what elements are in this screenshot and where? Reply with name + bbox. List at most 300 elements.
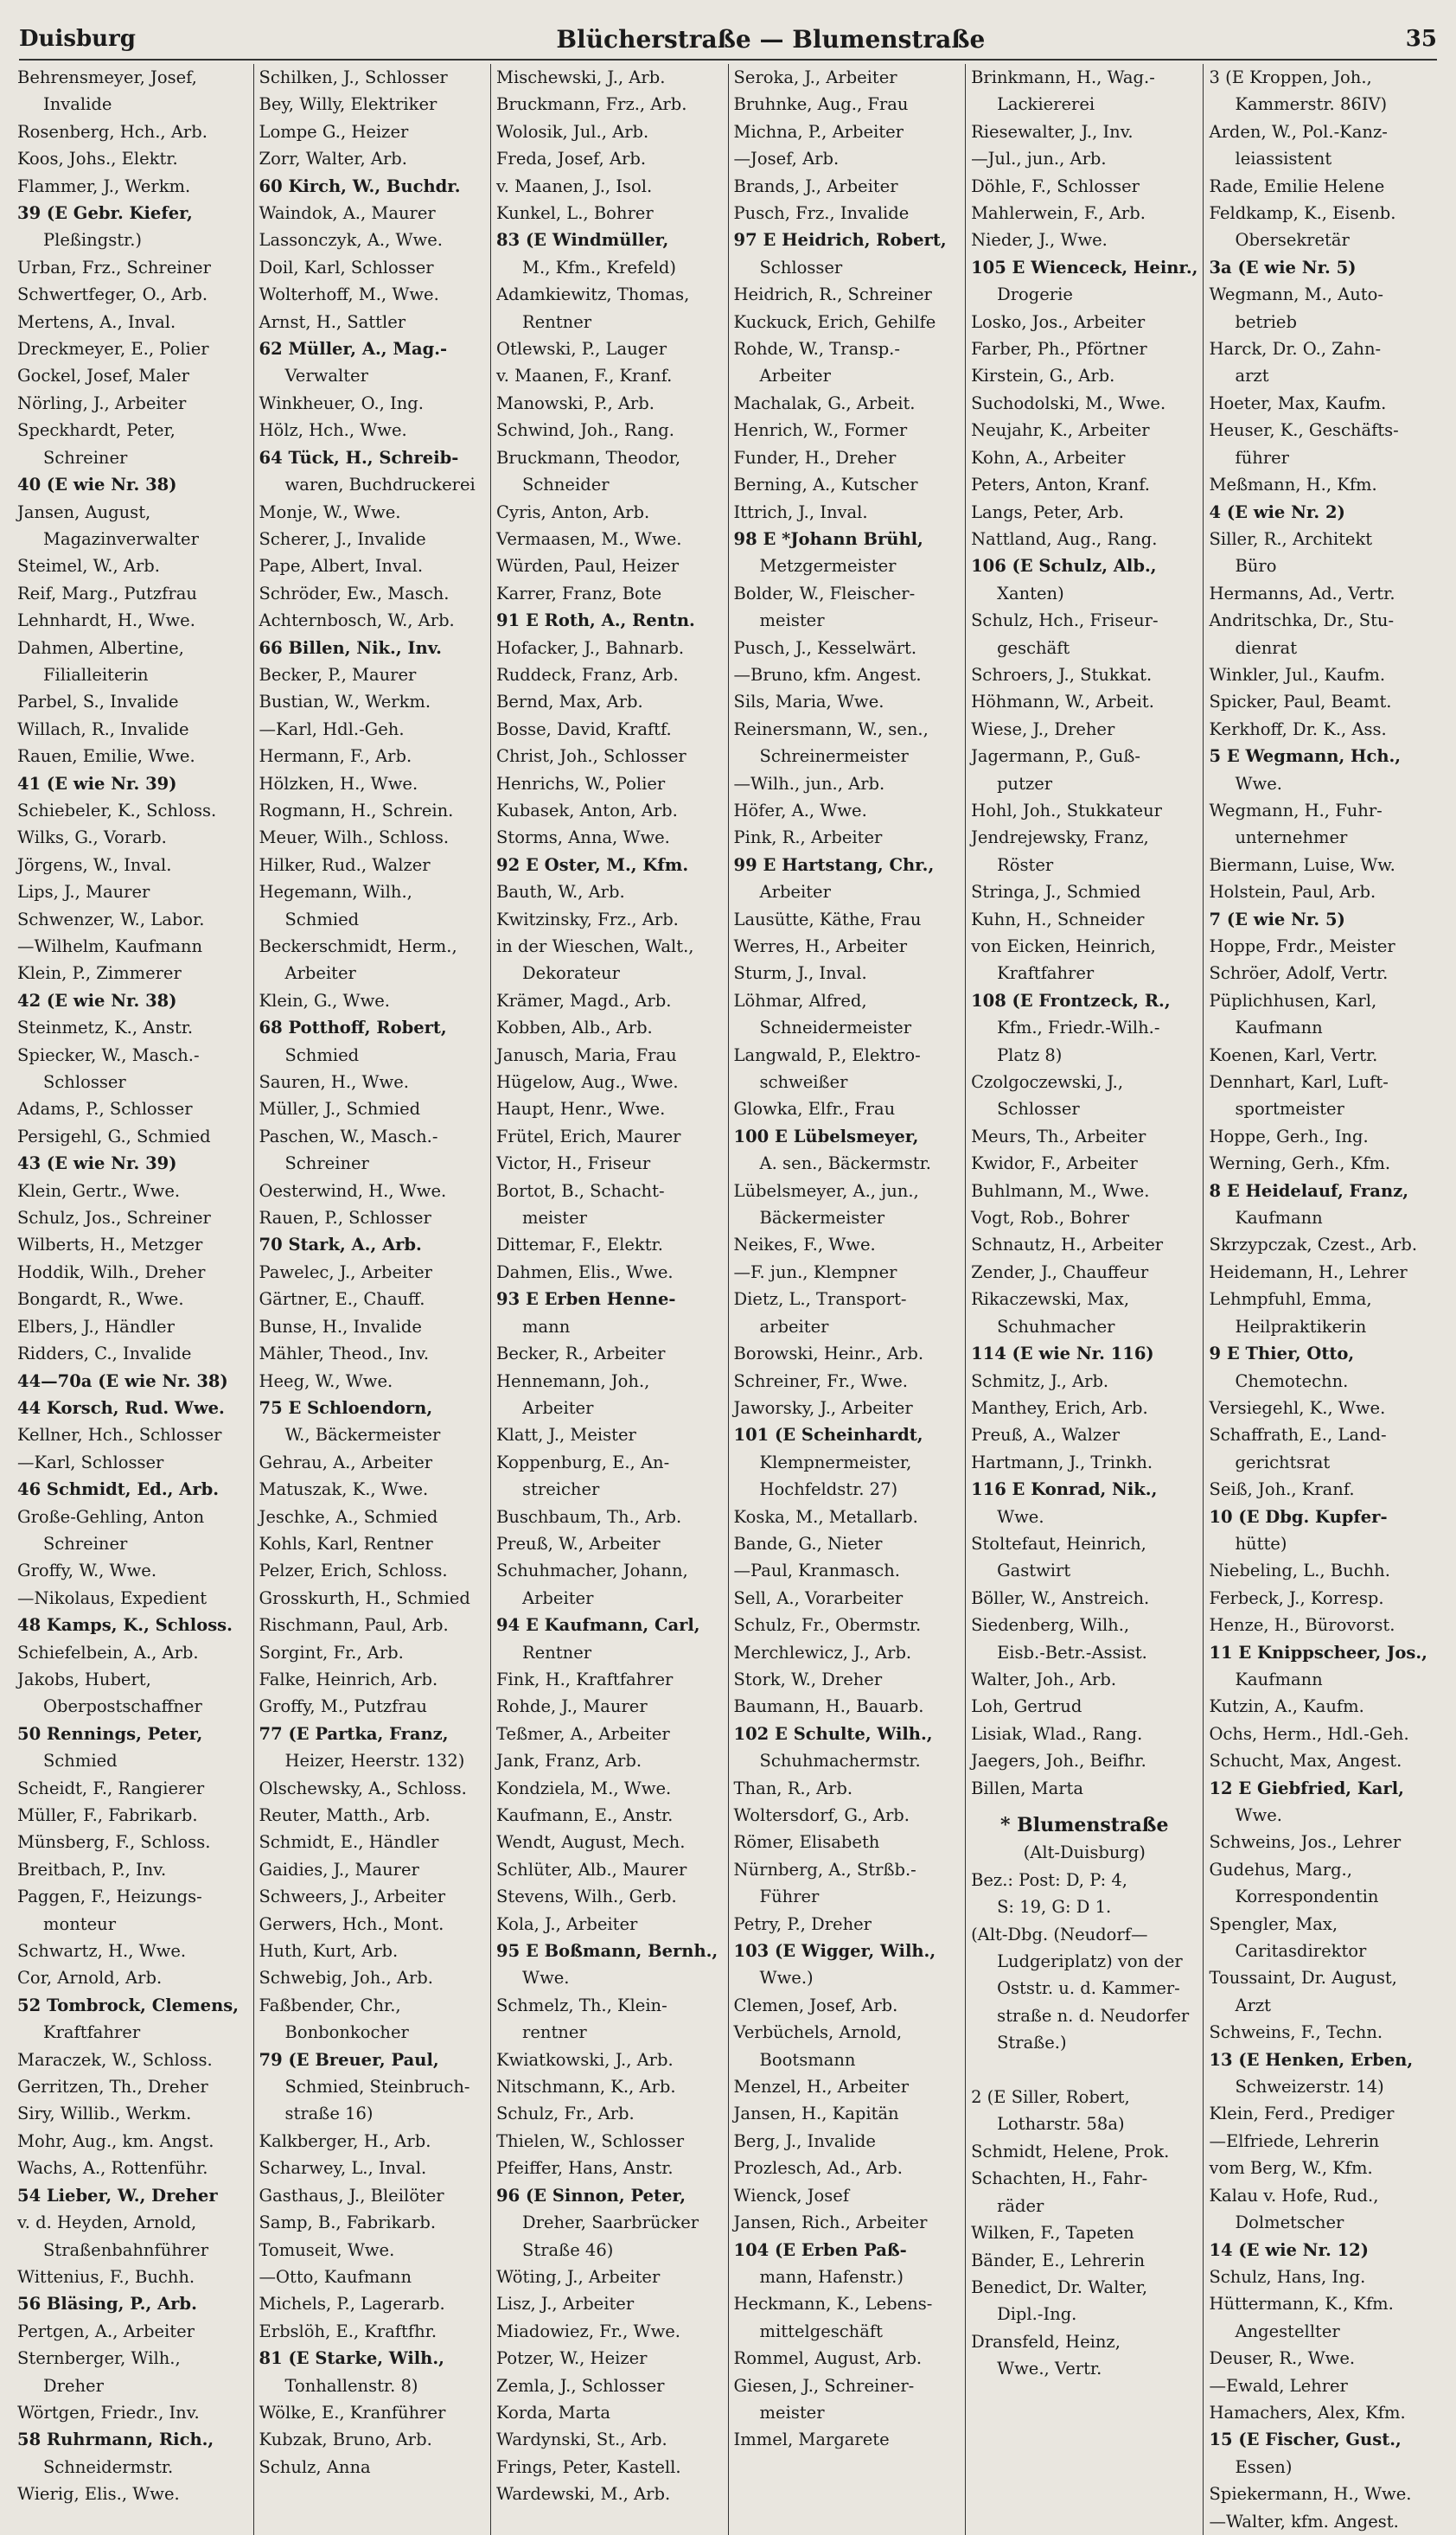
- directory-entry: Kondziela, M., Wwe.: [496, 1778, 672, 1798]
- directory-entry: Schreinermeister: [759, 746, 909, 767]
- directory-entry: Spiekermann, H., Wwe.: [1209, 2484, 1412, 2505]
- directory-entry: 7 (E wie Nr. 5): [1209, 909, 1345, 929]
- directory-entry: Neikes, F., Wwe.: [733, 1235, 876, 1255]
- directory-entry: 83 (E Windmüller,: [496, 230, 669, 251]
- directory-entry: Buschbaum, Th., Arb.: [496, 1506, 682, 1527]
- directory-entry: 60 Kirch, W., Buchdr.: [259, 176, 461, 196]
- directory-entry: Matuszak, K., Wwe.: [259, 1479, 429, 1500]
- directory-entry: Höfer, A., Wwe.: [733, 800, 867, 821]
- directory-entry: 4 (E wie Nr. 2): [1209, 501, 1345, 522]
- directory-entry: Wilken, F., Tapeten: [971, 2223, 1134, 2244]
- directory-entry: Lehnhardt, H., Wwe.: [17, 610, 195, 631]
- directory-entry: Schwebig, Joh., Arb.: [259, 1968, 433, 1989]
- directory-entry: Wölke, E., Kranführer: [259, 2402, 446, 2423]
- directory-entry: Heeg, W., Wwe.: [259, 1370, 393, 1391]
- directory-entry: 3 (E Kroppen, Joh.,: [1209, 67, 1372, 87]
- directory-entry: —Wilhelm, Kaufmann: [17, 936, 203, 956]
- directory-entry: Ridders, C., Invalide: [17, 1344, 192, 1364]
- directory-entry: —Nikolaus, Expedient: [17, 1587, 208, 1608]
- directory-entry: Scheidt, F., Rangierer: [17, 1778, 205, 1798]
- directory-entry: Menzel, H., Arbeiter: [733, 2077, 910, 2098]
- directory-entry: Wilks, G., Vorarb.: [17, 827, 167, 848]
- directory-entry: Heuser, K., Geschäfts-: [1209, 420, 1399, 441]
- directory-entry: Hoeter, Max, Kaufm.: [1209, 393, 1387, 413]
- directory-entry: Chemotechn.: [1235, 1370, 1349, 1391]
- directory-entry: Manowski, P., Arb.: [496, 393, 655, 413]
- directory-entry: Lübelsmeyer, A., jun.,: [733, 1180, 919, 1201]
- directory-entry: Schreiner: [43, 447, 128, 468]
- directory-entry: Siedenberg, Wilh.,: [971, 1615, 1130, 1636]
- directory-entry: Schreiner: [43, 1533, 128, 1554]
- directory-entry: Walter, Joh., Arb.: [971, 1669, 1117, 1689]
- directory-entry: Kubzak, Bruno, Arb.: [259, 2430, 432, 2450]
- directory-entry: 10 (E Dbg. Kupfer-: [1209, 1506, 1388, 1527]
- directory-entry: Koos, Johs., Elektr.: [17, 149, 178, 169]
- directory-entry: Schmied: [284, 909, 360, 929]
- directory-entry: Nattland, Aug., Rang.: [971, 528, 1158, 549]
- column-5: [965, 64, 1203, 2535]
- directory-entry: Jaworsky, J., Arbeiter: [733, 1397, 913, 1418]
- directory-entry: Groffy, W., Wwe.: [17, 1561, 157, 1581]
- directory-entry: 50 Rennings, Peter,: [17, 1723, 203, 1744]
- directory-entry: Bäckermeister: [759, 1208, 885, 1229]
- directory-entry: Kalkberger, H., Arb.: [259, 2130, 431, 2151]
- directory-entry: Persigehl, G., Schmied: [17, 1126, 211, 1146]
- directory-entry: 48 Kamps, K., Schloss.: [17, 1615, 233, 1636]
- directory-entry: Freda, Josef, Arb.: [496, 149, 647, 169]
- directory-entry: Rentner: [522, 1642, 592, 1663]
- directory-entry: Dreher: [43, 2375, 104, 2396]
- directory-entry: Müller, F., Fabrikarb.: [17, 1805, 198, 1825]
- directory-entry: Sturm, J., Inval.: [733, 963, 867, 984]
- directory-entry: 62 Müller, A., Mag.-: [259, 339, 448, 360]
- directory-entry: Straße.): [997, 2033, 1067, 2053]
- directory-entry: Pfeiffer, Hans, Anstr.: [496, 2158, 674, 2179]
- street-subtitle: (Alt-Duisburg): [1023, 1842, 1146, 1863]
- directory-entry: Gerwers, Hch., Mont.: [259, 1913, 444, 1934]
- directory-entry: straße 16): [284, 2104, 374, 2124]
- directory-entry: 58 Ruhrmann, Rich.,: [17, 2430, 214, 2450]
- directory-entry: Schulz, Hans, Ing.: [1209, 2266, 1366, 2287]
- directory-entry: Döhle, F., Schlosser: [971, 176, 1140, 196]
- directory-entry: Sauren, H., Wwe.: [259, 1072, 409, 1093]
- directory-entry: Heidrich, R., Schreiner: [733, 284, 932, 305]
- directory-entry: putzer: [997, 773, 1053, 794]
- directory-entry: 92 E Oster, M., Kfm.: [496, 854, 689, 875]
- street-entries: [971, 1867, 1197, 2383]
- directory-entry: Karrer, Franz, Bote: [496, 583, 662, 603]
- directory-entry: mittelgeschäft: [759, 2321, 883, 2341]
- directory-entry: sportmeister: [1235, 1099, 1344, 1120]
- directory-entry: Kammerstr. 86IV): [1235, 94, 1388, 115]
- directory-entry: Hügelow, Aug., Wwe.: [496, 1072, 679, 1093]
- directory-entry: Klempnermeister,: [759, 1452, 912, 1472]
- directory-entry: Büro: [1235, 556, 1277, 577]
- directory-entry: Langs, Peter, Arb.: [971, 501, 1124, 522]
- directory-entry: [971, 2057, 1197, 2084]
- directory-entry: Urban, Frz., Schreiner: [17, 257, 211, 278]
- directory-entry: Vogt, Rob., Bohrer: [971, 1208, 1130, 1229]
- directory-entry: Than, R., Arb.: [733, 1778, 853, 1798]
- directory-entry: Gudehus, Marg.,: [1209, 1859, 1352, 1880]
- directory-entry: 42 (E wie Nr. 38): [17, 990, 177, 1011]
- directory-entry: Arbeiter: [522, 1587, 594, 1608]
- directory-entry: Merchlewicz, J., Arb.: [733, 1642, 912, 1663]
- directory-entry: Böller, W., Anstreich.: [971, 1587, 1150, 1608]
- directory-entry: —Paul, Kranmasch.: [733, 1561, 900, 1581]
- directory-entry: Losko, Jos., Arbeiter: [971, 311, 1146, 332]
- directory-entry: Müller, J., Schmied: [259, 1099, 421, 1120]
- directory-entry: Röster: [997, 854, 1054, 875]
- directory-entry: Bosse, David, Kraftf.: [496, 718, 672, 739]
- directory-entry: mann, Hafenstr.): [759, 2266, 904, 2287]
- directory-entry: Meßmann, H., Kfm.: [1209, 475, 1377, 495]
- directory-entry: führer: [1235, 447, 1290, 468]
- directory-entry: 91 E Roth, A., Rentn.: [496, 610, 695, 631]
- directory-entry: Kerkhoff, Dr. K., Ass.: [1209, 718, 1387, 739]
- column-6: [1203, 64, 1440, 2535]
- directory-entry: Rommel, August, Arb.: [733, 2348, 923, 2369]
- directory-entry: Schreiner: [284, 1153, 369, 1174]
- directory-entry: unternehmer: [1235, 827, 1348, 848]
- directory-entry: Kwitzinsky, Frz., Arb.: [496, 909, 679, 929]
- directory-entry: 94 E Kaufmann, Carl,: [496, 1615, 700, 1636]
- directory-entry: Zemla, J., Schlosser: [496, 2375, 665, 2396]
- directory-entry: Kola, J., Arbeiter: [496, 1913, 638, 1934]
- directory-entry: Lotharstr. 58a): [997, 2114, 1125, 2135]
- header-title: Blücherstraße — Blumenstraße: [556, 24, 986, 54]
- directory-entry: Schucht, Max, Angest.: [1209, 1751, 1402, 1772]
- directory-entry: Wwe.): [759, 1968, 814, 1989]
- directory-entry: Wwe.: [997, 1506, 1044, 1527]
- directory-entry: 68 Potthoff, Robert,: [259, 1018, 447, 1038]
- directory-entry: Henze, H., Bürovorst.: [1209, 1615, 1395, 1636]
- directory-entry: Meuer, Wilh., Schloss.: [259, 827, 450, 848]
- directory-entry: Bunse, H., Invalide: [259, 1316, 422, 1337]
- directory-entry: —Bruno, kfm. Angest.: [733, 664, 922, 685]
- directory-entry: Gehrau, A., Arbeiter: [259, 1452, 433, 1472]
- directory-entry: Verbüchels, Arnold,: [733, 2022, 903, 2043]
- directory-entry: Wwe.: [1235, 773, 1282, 794]
- directory-entry: Flammer, J., Werkm.: [17, 176, 191, 196]
- directory-entry: schweißer: [759, 1072, 848, 1093]
- directory-entry: 66 Billen, Nik., Inv.: [259, 637, 442, 658]
- directory-entry: Schnautz, H., Arbeiter: [971, 1235, 1164, 1255]
- directory-entry: Victor, H., Friseur: [496, 1153, 651, 1174]
- directory-entry: Heckmann, K., Lebens-: [733, 2294, 933, 2315]
- directory-entry: meister: [759, 610, 825, 631]
- directory-entry: Borowski, Heinr., Arb.: [733, 1344, 924, 1364]
- directory-entry: Schreiner, Fr., Wwe.: [733, 1370, 908, 1391]
- directory-entry: Wolterhoff, M., Wwe.: [259, 284, 439, 305]
- directory-entry: Püplichhusen, Karl,: [1209, 990, 1377, 1011]
- directory-entry: gerichtsrat: [1235, 1452, 1331, 1472]
- directory-entry: Nörling, J., Arbeiter: [17, 393, 187, 413]
- directory-entry: 3a (E wie Nr. 5): [1209, 257, 1357, 278]
- directory-entry: Mähler, Theod., Inv.: [259, 1344, 430, 1364]
- directory-entry: mann: [522, 1316, 571, 1337]
- directory-entry: 44 Korsch, Rud. Wwe.: [17, 1397, 225, 1418]
- directory-entry: Koenen, Karl, Vertr.: [1209, 1044, 1378, 1065]
- directory-entry: —Otto, Kaufmann: [259, 2266, 412, 2287]
- directory-entry: —Karl, Schlosser: [17, 1452, 164, 1472]
- directory-entry: Schwenzer, W., Labor.: [17, 909, 205, 929]
- directory-entry: Erbslöh, E., Kraftfhr.: [259, 2321, 437, 2341]
- directory-entry: 41 (E wie Nr. 39): [17, 773, 177, 794]
- directory-entry: Lackiererei: [997, 94, 1095, 115]
- directory-entry: Teßmer, A., Arbeiter: [496, 1723, 670, 1744]
- directory-entry: Schilken, J., Schlosser: [259, 67, 448, 87]
- directory-entry: Parbel, S., Invalide: [17, 692, 179, 712]
- directory-entry: Rohde, J., Maurer: [496, 1696, 648, 1717]
- directory-entry: Henrich, W., Former: [733, 420, 908, 441]
- directory-entry: 39 (E Gebr. Kiefer,: [17, 203, 193, 224]
- directory-entry: monteur: [43, 1913, 117, 1934]
- directory-entry: Hegemann, Wilh.,: [259, 882, 412, 903]
- directory-entry: 44—70a (E wie Nr. 38): [17, 1370, 228, 1391]
- directory-entry: rentner: [522, 2022, 587, 2043]
- directory-entry: Löhmar, Alfred,: [733, 990, 867, 1011]
- directory-entry: Dittemar, F., Elektr.: [496, 1235, 663, 1255]
- directory-entry: 56 Bläsing, P., Arb.: [17, 2294, 197, 2315]
- directory-entry: meister: [759, 2402, 825, 2423]
- directory-entry: Grosskurth, H., Schmied: [259, 1587, 470, 1608]
- directory-entry: hütte): [1235, 1533, 1287, 1554]
- directory-entry: Willach, R., Invalide: [17, 718, 189, 739]
- directory-entry: Bustian, W., Werkm.: [259, 692, 431, 712]
- directory-entry: Kutzin, A., Kaufm.: [1209, 1696, 1364, 1717]
- directory-entry: Billen, Marta: [971, 1778, 1083, 1798]
- directory-entry: Gaidies, J., Maurer: [259, 1859, 419, 1880]
- directory-entry: Paschen, W., Masch.-: [259, 1126, 438, 1146]
- directory-entry: Henrichs, W., Polier: [496, 773, 666, 794]
- directory-entry: Schmied, Steinbruch-: [284, 2077, 470, 2098]
- directory-entry: Lausütte, Käthe, Frau: [733, 909, 922, 929]
- directory-entry: Führer: [759, 1887, 820, 1907]
- directory-entry: Berning, A., Kutscher: [733, 475, 918, 495]
- directory-entry: 75 E Schloendorn,: [259, 1397, 433, 1418]
- directory-entry: Siller, R., Architekt: [1209, 528, 1373, 549]
- directory-entry: Schroers, J., Stukkat.: [971, 664, 1153, 685]
- directory-entry: Bongardt, R., Wwe.: [17, 1289, 184, 1310]
- directory-entry: Römer, Elisabeth: [733, 1832, 880, 1853]
- directory-entry: Hofacker, J., Bahnarb.: [496, 637, 685, 658]
- directory-entry: Kubasek, Anton, Arb.: [496, 800, 678, 821]
- directory-entry: Bey, Willy, Elektriker: [259, 94, 437, 115]
- directory-entry: Gastwirt: [997, 1561, 1071, 1581]
- directory-entry: Jakobs, Hubert,: [17, 1669, 151, 1689]
- directory-entry: Buhlmann, M., Wwe.: [971, 1180, 1150, 1201]
- directory-entry: 13 (E Henken, Erben,: [1209, 2049, 1414, 2070]
- directory-entry: geschäft: [997, 637, 1070, 658]
- directory-entry: Gärtner, E., Chauff.: [259, 1289, 425, 1310]
- directory-entry: Kuhn, H., Schneider: [971, 909, 1145, 929]
- directory-entry: Dipl.-Ing.: [997, 2304, 1077, 2325]
- directory-entry: 14 (E wie Nr. 12): [1209, 2239, 1369, 2260]
- directory-entry: 5 E Wegmann, Hch.,: [1209, 746, 1402, 767]
- directory-entry: Funder, H., Dreher: [733, 447, 897, 468]
- directory-entry: Pleßingstr.): [43, 230, 143, 251]
- directory-entry: 43 (E wie Nr. 39): [17, 1153, 177, 1174]
- directory-entry: M., Kfm., Krefeld): [522, 257, 676, 278]
- directory-entry: 64 Tück, H., Schreib-: [259, 447, 459, 468]
- directory-entry: Schuhmachermstr.: [759, 1751, 921, 1772]
- directory-entry: Bauth, W., Arb.: [496, 882, 625, 903]
- directory-entry: 101 (E Scheinhardt,: [733, 1425, 923, 1446]
- directory-entry: Mahlerwein, F., Arb.: [971, 203, 1146, 224]
- directory-entry: Arbeiter: [759, 366, 831, 386]
- directory-entry: v. Maanen, J., Isol.: [496, 176, 653, 196]
- directory-entry: Langwald, P., Elektro-: [733, 1044, 921, 1065]
- directory-entry: Jeschke, A., Schmied: [259, 1506, 438, 1527]
- directory-entry: Schweizerstr. 14): [1235, 2077, 1384, 2098]
- directory-entry: Schmelz, Th., Klein-: [496, 1995, 667, 2015]
- directory-entry: Hölz, Hch., Wwe.: [259, 420, 407, 441]
- directory-entry: Skrzypczak, Czest., Arb.: [1209, 1235, 1418, 1255]
- directory-entry: Schuhmacher: [997, 1316, 1115, 1337]
- directory-entry: 114 (E wie Nr. 116): [971, 1344, 1154, 1364]
- directory-entry: Kellner, Hch., Schlosser: [17, 1425, 222, 1446]
- directory-entry: Schmied: [43, 1751, 118, 1772]
- directory-entry: Sell, A., Vorarbeiter: [733, 1587, 904, 1608]
- directory-entry: Schweers, J., Arbeiter: [259, 1887, 446, 1907]
- directory-entry: Invalide: [43, 94, 112, 115]
- directory-entry: Jagermann, P., Guß-: [971, 746, 1140, 767]
- directory-entry: Hennemann, Joh.,: [496, 1370, 650, 1391]
- directory-entry: Frütel, Erich, Maurer: [496, 1126, 681, 1146]
- directory-entry: Prozlesch, Ad., Arb.: [733, 2158, 903, 2179]
- directory-entry: Stevens, Wilh., Gerb.: [496, 1887, 677, 1907]
- directory-entry: —Jul., jun., Arb.: [971, 149, 1107, 169]
- directory-entry: 108 (E Frontzeck, R.,: [971, 990, 1171, 1011]
- directory-entry: Lisz, J., Arbeiter: [496, 2294, 635, 2315]
- directory-entry: Rikaczewski, Max,: [971, 1289, 1130, 1310]
- directory-entry: Nitschmann, K., Arb.: [496, 2077, 676, 2098]
- directory-entry: Wolosik, Jul., Arb.: [496, 121, 649, 142]
- directory-entry: Olschewsky, A., Schloss.: [259, 1778, 467, 1798]
- directory-entry: Wiese, J., Dreher: [971, 718, 1115, 739]
- directory-entry: Versiegehl, K., Wwe.: [1209, 1397, 1386, 1418]
- directory-entry: Jansen, August,: [17, 501, 151, 522]
- directory-entry: v. Maanen, F., Kranf.: [496, 366, 673, 386]
- directory-entry: A. sen., Bäckermstr.: [759, 1153, 931, 1174]
- directory-entry: Brinkmann, H., Wag.-: [971, 67, 1155, 87]
- directory-entry: Lips, J., Maurer: [17, 882, 150, 903]
- directory-entry: Harck, Dr. O., Zahn-: [1209, 339, 1382, 360]
- directory-entry: straße n. d. Neudorfer: [997, 2005, 1190, 2026]
- directory-entry: —F. jun., Klempner: [733, 1261, 897, 1282]
- directory-entry: Tomuseit, Wwe.: [259, 2239, 395, 2260]
- directory-entry: räder: [997, 2195, 1044, 2216]
- directory-entry: Jörgens, W., Inval.: [17, 854, 172, 875]
- directory-entry: Seiß, Joh., Kranf.: [1209, 1479, 1355, 1500]
- directory-entry: Münsberg, F., Schloss.: [17, 1832, 211, 1853]
- directory-entry: Mertens, A., Inval.: [17, 311, 176, 332]
- directory-entry: Arbeiter: [759, 882, 831, 903]
- directory-entry: Hermann, F., Arb.: [259, 746, 412, 767]
- directory-entry: Pawelec, J., Arbeiter: [259, 1261, 432, 1282]
- directory-entry: Schulz, Fr., Obermstr.: [733, 1615, 922, 1636]
- directory-entry: v. d. Heyden, Arnold,: [17, 2213, 197, 2233]
- directory-entry: Hüttermann, K., Kfm.: [1209, 2294, 1394, 2315]
- directory-entry: Seroka, J., Arbeiter: [733, 67, 897, 87]
- directory-entry: Toussaint, Dr. August,: [1209, 1968, 1397, 1989]
- directory-entry: Schlüter, Alb., Maurer: [496, 1859, 687, 1880]
- directory-entry: Dransfeld, Heinz,: [971, 2331, 1121, 2352]
- directory-entry: Wittenius, F., Buchh.: [17, 2266, 195, 2287]
- directory-entry: 40 (E wie Nr. 38): [17, 475, 177, 495]
- directory-entry: Gasthaus, J., Bleilöter: [259, 2185, 444, 2206]
- page-header: [19, 19, 1437, 61]
- directory-entry: Janusch, Maria, Frau: [496, 1044, 677, 1065]
- directory-entry: Schulz, Anna: [259, 2456, 371, 2477]
- directory-entry: 70 Stark, A., Arb.: [259, 1235, 422, 1255]
- directory-entry: Beckerschmidt, Herm.,: [259, 936, 457, 956]
- directory-entry: waren, Buchdruckerei: [284, 475, 476, 495]
- directory-entry: Becker, P., Maurer: [259, 664, 417, 685]
- directory-entry: Schweins, Jos., Lehrer: [1209, 1832, 1402, 1853]
- directory-entry: Schröder, Ew., Masch.: [259, 583, 450, 603]
- directory-entry: Korrespondentin: [1235, 1887, 1379, 1907]
- directory-entry: Kirstein, G., Arb.: [971, 366, 1115, 386]
- directory-entry: Hölzken, H., Wwe.: [259, 773, 418, 794]
- directory-entry: 15 (E Fischer, Gust.,: [1209, 2430, 1402, 2450]
- directory-entry: Feldkamp, K., Eisenb.: [1209, 203, 1396, 224]
- directory-entry: Schuhmacher, Johann,: [496, 1561, 688, 1581]
- directory-entry: Michna, P., Arbeiter: [733, 121, 904, 142]
- directory-entry: Spengler, Max,: [1209, 1913, 1338, 1934]
- column-3: [490, 64, 728, 2535]
- directory-entry: Stork, W., Dreher: [733, 1669, 883, 1689]
- directory-entry: W., Bäckermeister: [284, 1425, 441, 1446]
- directory-entry: Schaffrath, E., Land-: [1209, 1425, 1387, 1446]
- directory-entry: Monje, W., Wwe.: [259, 501, 401, 522]
- directory-entry: Bonbonkocher: [284, 2022, 409, 2043]
- directory-entry: Paggen, F., Heizungs-: [17, 1887, 202, 1907]
- directory-entry: von Eicken, Heinrich,: [971, 936, 1156, 956]
- directory-entry: Lompe G., Heizer: [259, 121, 409, 142]
- directory-entry: Nürnberg, A., Strßb.-: [733, 1859, 916, 1880]
- directory-entry: Dekorateur: [522, 963, 620, 984]
- directory-entry: Neujahr, K., Arbeiter: [971, 420, 1150, 441]
- directory-entry: 54 Lieber, W., Dreher: [17, 2185, 218, 2206]
- directory-entry: Wendt, August, Mech.: [496, 1832, 686, 1853]
- directory-entry: Achternbosch, W., Arb.: [259, 610, 455, 631]
- directory-entry: Rosenberg, Hch., Arb.: [17, 121, 208, 142]
- directory-entry: Kaufmann: [1235, 1018, 1323, 1038]
- directory-entry: Winkler, Jul., Kaufm.: [1209, 664, 1386, 685]
- directory-entry: Rauen, Emilie, Wwe.: [17, 746, 195, 767]
- directory-entry: Jansen, Rich., Arbeiter: [733, 2213, 928, 2233]
- directory-entry: Pertgen, A., Arbeiter: [17, 2321, 195, 2341]
- directory-entry: Angestellter: [1235, 2321, 1340, 2341]
- directory-entry: Krämer, Magd., Arb.: [496, 990, 672, 1011]
- directory-entry: Wardewski, M., Arb.: [496, 2484, 671, 2505]
- directory-entry: Cyris, Anton, Arb.: [496, 501, 650, 522]
- directory-entry: Hochfeldstr. 27): [759, 1479, 898, 1500]
- directory-entry: Ludgeriplatz) von der: [997, 1951, 1183, 1972]
- directory-entry: Riesewalter, J., Inv.: [971, 121, 1134, 142]
- directory-entry: Kfm., Friedr.-Wilh.-: [997, 1018, 1160, 1038]
- directory-entry: Preuß, W., Arbeiter: [496, 1533, 661, 1554]
- directory-entry: Berg, J., Invalide: [733, 2130, 876, 2151]
- directory-entry: Czolgoczewski, J.,: [971, 1072, 1124, 1093]
- directory-entry: Meurs, Th., Arbeiter: [971, 1126, 1146, 1146]
- directory-entry: 81 (E Starke, Wilh.,: [259, 2348, 444, 2369]
- directory-entry: Schlosser: [759, 257, 843, 278]
- directory-entry: Becker, R., Arbeiter: [496, 1344, 666, 1364]
- directory-entry: —Elfriede, Lehrerin: [1209, 2130, 1380, 2151]
